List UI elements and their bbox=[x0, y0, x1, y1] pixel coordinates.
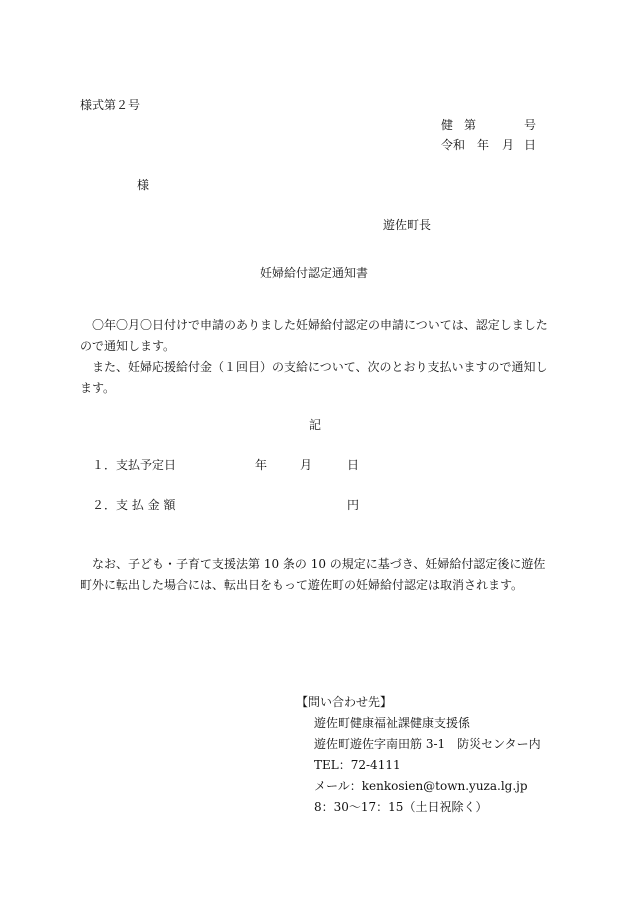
date-month: 月 bbox=[502, 138, 515, 152]
payment-date-day: 日 bbox=[347, 458, 360, 472]
doc-number-gou: 号 bbox=[524, 118, 537, 132]
date-era: 令和 bbox=[441, 138, 466, 152]
recipient-suffix: 様 bbox=[137, 178, 150, 192]
contact-heading: 【問い合わせ先】 bbox=[296, 695, 393, 709]
amount-unit: 円 bbox=[347, 498, 360, 512]
payment-date-month: 月 bbox=[300, 458, 313, 472]
contact-address: 遊佐町遊佐字南田筋 3-1 防災センター内 bbox=[314, 737, 541, 751]
body-text bbox=[80, 315, 552, 399]
contact-tel: TEL：72-4111 bbox=[314, 758, 401, 772]
payment-date-label: １．支払予定日 bbox=[92, 458, 177, 472]
note-text bbox=[80, 554, 552, 596]
payment-date-year: 年 bbox=[255, 458, 268, 472]
contact-department: 遊佐町健康福祉課健康支援係 bbox=[314, 716, 471, 730]
contact-email: メール：kenkosien@town.yuza.lg.jp bbox=[314, 779, 528, 793]
note-paragraph: なお、子ども・子育て支援法第 10 条の 10 の規定に基づき、妊婦給付認定後に遊佐町外に転出した場合には、転出日をもって遊佐町の妊婦給付認定は取消されます。 bbox=[80, 557, 546, 592]
document-title: 妊婦給付認定通知書 bbox=[260, 266, 369, 280]
doc-number-ken: 健 bbox=[441, 118, 454, 132]
date-day: 日 bbox=[524, 138, 537, 152]
ki-heading: 記 bbox=[309, 418, 322, 432]
issuer: 遊佐町長 bbox=[383, 218, 432, 232]
body-paragraph-2: また、妊婦応援給付金（１回目）の支給について、次のとおり支払いますので通知します。 bbox=[80, 360, 548, 395]
contact-hours: 8：30～17：15（土日祝除く） bbox=[314, 800, 488, 814]
date-year: 年 bbox=[477, 138, 490, 152]
doc-number-dai: 第 bbox=[464, 118, 477, 132]
form-number: 様式第２号 bbox=[80, 98, 141, 112]
body-paragraph-1: 〇年〇月〇日付けで申請のありました妊婦給付認定の申請については、認定しましたので通知します。 bbox=[80, 318, 548, 353]
amount-label: ２．支 払 金 額 bbox=[92, 498, 176, 512]
